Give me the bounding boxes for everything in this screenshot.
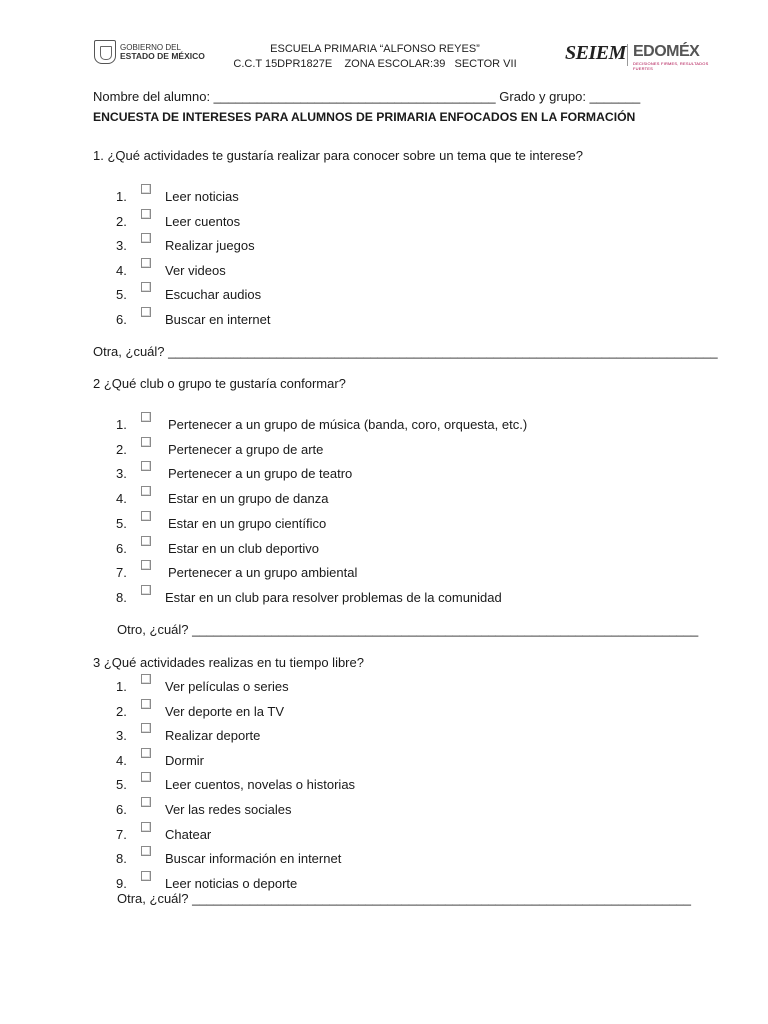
- q1-option-label: Leer cuentos: [165, 213, 241, 229]
- question-2: 2 ¿Qué club o grupo te gustaría conformar?: [93, 376, 346, 391]
- q2-option-label: Pertenecer a grupo de arte: [168, 441, 324, 457]
- school-info: C.C.T 15DPR1827E ZONA ESCOLAR:39 SECTOR VII: [233, 58, 517, 70]
- q3-option-checkbox[interactable]: [141, 797, 151, 807]
- q1-option-number: 4.: [116, 262, 127, 278]
- question-3: 3 ¿Qué actividades realizas en tu tiempo libre?: [93, 655, 364, 670]
- q3-option-number: 8.: [116, 851, 127, 867]
- q2-option-number: 5.: [116, 515, 127, 531]
- coat-of-arms-icon: [94, 40, 116, 64]
- q2-option-label: Pertenecer a un grupo ambiental: [168, 565, 358, 581]
- q3-option-label: Buscar información en internet: [165, 851, 342, 867]
- q3-option-number: 3.: [116, 728, 127, 744]
- logo-divider: [627, 44, 628, 66]
- q1-option-label: Leer noticias: [165, 189, 239, 204]
- q1-option-number: 1.: [116, 189, 127, 204]
- q3-option-label: Ver las redes sociales: [165, 802, 292, 817]
- q3-option-number: 4.: [116, 752, 127, 768]
- q1-option-number: 6.: [116, 312, 127, 327]
- q2-option-number: 3.: [116, 466, 127, 482]
- q2-option-label: Pertenecer a un grupo de música (banda, coro, orquesta, etc.): [168, 417, 528, 432]
- q3-option-label: Realizar deporte: [165, 728, 261, 744]
- q2-option-number: 6.: [116, 540, 127, 556]
- q2-option-number: 2.: [116, 441, 127, 457]
- q2-option-label: Estar en un club para resolver problemas de la comunidad: [165, 589, 502, 605]
- q2-option-checkbox[interactable]: [141, 511, 151, 521]
- q3-option-number: 9.: [116, 875, 127, 891]
- survey-title: ENCUESTA DE INTERESES PARA ALUMNOS DE PRIMARIA ENFOCADOS EN LA FORMACIÓN: [93, 110, 636, 124]
- gobierno-estado-mexico-logo: [94, 40, 206, 66]
- gov-logo-line2: ESTADO DE MÉXICO: [120, 51, 205, 61]
- q3-option-checkbox[interactable]: [141, 674, 151, 684]
- student-name-line[interactable]: Nombre del alumno: _______________________________________ Grado y grupo: _______: [93, 89, 641, 104]
- q2-option-checkbox[interactable]: [141, 437, 151, 447]
- q2-option-checkbox[interactable]: [141, 486, 151, 496]
- q2-option-number: 7.: [116, 565, 127, 581]
- q3-option-label: Chatear: [165, 826, 212, 842]
- q3-option-label: Leer noticias o deporte: [165, 875, 298, 891]
- q3-option-checkbox[interactable]: [141, 772, 151, 782]
- q3-option-label: Dormir: [165, 752, 204, 768]
- q1-option-label: Buscar en internet: [165, 312, 271, 327]
- q2-option-number: 4.: [116, 491, 127, 507]
- q3-option-checkbox[interactable]: [141, 723, 151, 733]
- q1-option-label: Ver videos: [165, 262, 226, 278]
- q3-option-number: 5.: [116, 777, 127, 793]
- question-1-other-line[interactable]: Otra, ¿cuál? ____________________________________________________________________________: [93, 344, 718, 359]
- q1-option-checkbox[interactable]: [141, 233, 151, 243]
- q3-option-checkbox[interactable]: [141, 748, 151, 758]
- q1-option-number: 5.: [116, 287, 127, 303]
- gov-logo-line1: GOBIERNO DEL: [120, 43, 181, 52]
- question-1: 1. ¿Qué actividades te gustaría realizar para conocer sobre un tema que te interese?: [93, 148, 583, 163]
- q2-option-checkbox[interactable]: [141, 536, 151, 546]
- q1-option-checkbox[interactable]: [141, 258, 151, 268]
- q2-option-label: Estar en un club deportivo: [168, 540, 320, 556]
- q3-option-label: Ver películas o series: [165, 679, 289, 694]
- q1-option-checkbox[interactable]: [141, 307, 151, 317]
- q2-option-checkbox[interactable]: [141, 412, 151, 422]
- q3-option-checkbox[interactable]: [141, 822, 151, 832]
- q2-option-number: 8.: [116, 589, 127, 605]
- q1-option-number: 3.: [116, 238, 127, 254]
- q3-option-checkbox[interactable]: [141, 871, 151, 881]
- q3-option-label: Leer cuentos, novelas o historias: [165, 777, 356, 793]
- question-2-other-line[interactable]: Otro, ¿cuál? ______________________________________________________________________: [117, 622, 699, 637]
- q2-option-number: 1.: [116, 417, 127, 432]
- q1-option-checkbox[interactable]: [141, 209, 151, 219]
- q2-option-label: Pertenecer a un grupo de teatro: [168, 466, 353, 482]
- edomex-tagline: DECISIONES FIRMES, RESULTADOS FUERTES: [633, 61, 709, 71]
- q2-option-checkbox[interactable]: [141, 560, 151, 570]
- q2-option-label: Estar en un grupo de danza: [168, 491, 329, 507]
- q2-option-label: Estar en un grupo científico: [168, 515, 327, 531]
- q3-option-number: 6.: [116, 802, 127, 817]
- seiem-logo: SEIEM: [565, 42, 626, 64]
- q3-option-label: Ver deporte en la TV: [165, 703, 285, 719]
- q1-option-label: Escuchar audios: [165, 287, 262, 303]
- q1-option-checkbox[interactable]: [141, 184, 151, 194]
- q2-option-checkbox[interactable]: [141, 461, 151, 471]
- q3-option-number: 7.: [116, 826, 127, 842]
- edomex-logo: EDOMÉX: [633, 43, 700, 60]
- q1-option-checkbox[interactable]: [141, 282, 151, 292]
- q1-option-label: Realizar juegos: [165, 238, 255, 254]
- q2-option-checkbox[interactable]: [141, 585, 151, 595]
- q1-option-number: 2.: [116, 213, 127, 229]
- q3-option-checkbox[interactable]: [141, 846, 151, 856]
- school-name: ESCUELA PRIMARIA “ALFONSO REYES”: [270, 43, 480, 55]
- question-3-other-line[interactable]: Otra, ¿cuál? _____________________________________________________________________: [117, 891, 692, 906]
- q3-option-number: 2.: [116, 703, 127, 719]
- q3-option-number: 1.: [116, 679, 127, 694]
- q3-option-checkbox[interactable]: [141, 699, 151, 709]
